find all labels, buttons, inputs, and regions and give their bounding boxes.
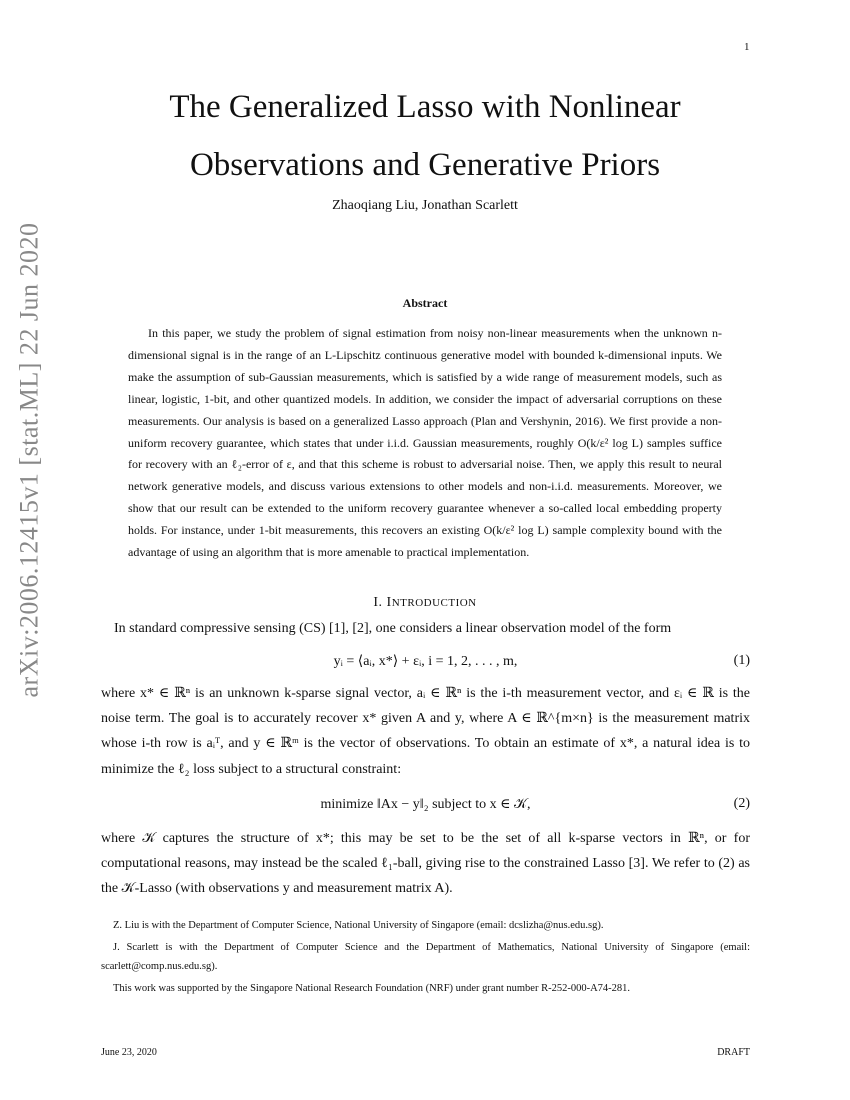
footnote-3: This work was supported by the Singapore National Research Foundation (NRF) under grant number R-252-000-A74-281. [113, 983, 631, 994]
equation-1-body: yᵢ = ⟨aᵢ, x*⟩ + εᵢ, i = 1, 2, . . . , m, [333, 654, 518, 669]
title-line-1: The Generalized Lasso with Nonlinear [169, 89, 681, 125]
section-heading [100, 595, 750, 611]
page-number: 1 [744, 41, 750, 53]
equation-1-number: (1) [733, 653, 750, 668]
section-title-initial: I [386, 595, 392, 610]
equation-2-body: minimize ‖Ax − y‖₂ subject to x ∈ 𝒦, [320, 797, 531, 812]
abstract-heading: Abstract [402, 296, 448, 310]
section-title-rest: NTRODUCTION [391, 597, 477, 609]
abstract-body: In this paper, we study the problem of signal estimation from noisy non-linear measurements when the unknown n-dimensional signal is in the range of an L-Lipschitz continuous generative model with bounded k-dimensional inputs. We make the assumption of sub-Gaussian measurements, which is satisfied by a wide range of measurement models, such as linear, logistic, 1-bit, and other quantized models. In addition, we consider the impact of adversarial corruptions on these measurements. Our analysis is based on a generalized Lasso approach (Plan and Vershynin, 2016). We first provide a non-uniform recovery guarantee, which states that under i.i.d. Gaussian measurements, roughly O(k/ε² log L) samples suffice for recovery with an ℓ₂-error of ε, and that this scheme is robust to adversarial noise. Then, we apply this result to neural network generative models, and discuss various extensions to other models and non-i.i.d. measurements. Moreover, we show that our result can be extended to the uniform recovery guarantee whenever a so-called local embedding property holds. For instance, under 1-bit measurements, this recovers an existing O(k/ε² log L) sample complexity bound with the advantage of using an algorithm that is more amenable to practical implementation. [128, 326, 722, 560]
author-list: Zhaoqiang Liu, Jonathan Scarlett [332, 198, 518, 213]
equation-2-number: (2) [733, 796, 750, 811]
title-line-2: Observations and Generative Priors [189, 147, 661, 183]
arxiv-identifier: arXiv:2006.12415v1 [stat.ML] 22 Jun 2020 [14, 222, 43, 698]
section-numeral: I. [373, 595, 387, 610]
intro-paragraph-1: In standard compressive sensing (CS) [1], [2], one considers a linear observation model of the form [114, 621, 672, 636]
footnotes [101, 916, 750, 1001]
paper-title [100, 78, 750, 194]
equation-1 [101, 653, 750, 673]
intro-paragraph-3: where 𝒦 captures the structure of x*; this may be set to be the set of all k-sparse vectors in ℝⁿ, or for computational reasons, may instead be the scaled ℓ₁-ball, giving rise to the constrained Lasso [3]. We refer to (2) as the 𝒦-Lasso (with observations y and measurement matrix A). [101, 831, 750, 897]
arxiv-stamp [4, 222, 54, 698]
intro-paragraph-2: where x* ∈ ℝⁿ is an unknown k-sparse signal vector, aᵢ ∈ ℝⁿ is the i-th measurement vector, and εᵢ ∈ ℝ is the noise term. The goal is to accurately recover x* given A and y, where A ∈ ℝ^{m×n} is the measurement matrix whose i-th row is aᵢᵀ, and y ∈ ℝᵐ is the vector of observations. To obtain an estimate of x*, a natural idea is to minimize the ℓ₂ loss subject to a structural constraint: [101, 686, 750, 777]
footnote-2: J. Scarlett is with the Department of Computer Science and the Department of Mathematics, National University of Singapore (email: scarlett@comp.nus.edu.sg). [101, 942, 750, 972]
footnote-1: Z. Liu is with the Department of Computer Science, National University of Singapore (email: dcslizha@nus.edu.sg). [113, 920, 604, 931]
equation-2 [101, 796, 750, 816]
footer-status: DRAFT [717, 1047, 750, 1058]
footer-date: June 23, 2020 [101, 1047, 157, 1058]
